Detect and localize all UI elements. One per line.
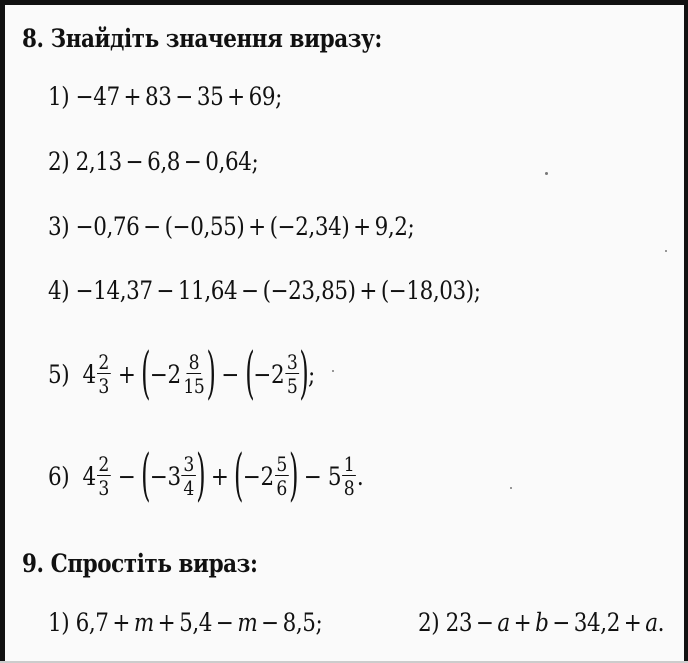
- frame-top-border: [0, 0, 688, 5]
- task9-item1-start: 1) 6,7 +: [48, 608, 134, 637]
- task9-item1-end: − 8,5;: [257, 608, 323, 637]
- item6-label: 6): [48, 461, 70, 491]
- item5-op2: −: [221, 359, 239, 389]
- item6-paren-close-2: ): [288, 443, 299, 508]
- item5-f3-numerator: 3: [286, 350, 298, 374]
- item5-fraction-2: [182, 352, 206, 396]
- item6-f2-denominator: 4: [183, 476, 194, 500]
- task8-item-4: 4) −14,37 − 11,64 − (−23,85) + (−18,03);: [48, 276, 481, 305]
- item6-fraction-4: [342, 454, 356, 498]
- task9-item1-var-m-2: m: [237, 608, 258, 637]
- task9-item2-mid1: +: [509, 608, 536, 637]
- item6-f4-numerator: 1: [343, 452, 355, 476]
- scan-speck: [665, 250, 667, 252]
- task9-item1-var-m-1: m: [133, 608, 154, 637]
- scan-speck: [510, 487, 512, 489]
- item6-sign3: −2: [242, 461, 274, 491]
- item5-f2-numerator: 8: [188, 350, 200, 374]
- item6-whole4: 5: [327, 461, 342, 491]
- item6-end: .: [356, 461, 364, 491]
- frame-right-border: [684, 0, 688, 663]
- item5-fraction-1: [97, 352, 111, 396]
- item6-f3-denominator: 6: [276, 476, 287, 500]
- item5-whole1: 4: [82, 359, 96, 389]
- task9-item2-var-a-1: a: [497, 608, 510, 637]
- item5-op1: +: [117, 359, 136, 389]
- item6-paren-close-1: ): [195, 443, 206, 508]
- item5-f2-denominator: 15: [183, 374, 205, 398]
- task9-item2-var-b: b: [535, 608, 549, 637]
- task9-item2-end: .: [657, 608, 665, 637]
- item6-whole1: 4: [82, 461, 96, 491]
- item5-end: ;: [308, 359, 315, 389]
- item6-op2: +: [210, 461, 229, 491]
- task8-item-2: 2) 2,13 − 6,8 − 0,64;: [48, 147, 259, 176]
- task8-item-1: 1) −47 + 83 − 35 + 69;: [48, 82, 282, 111]
- item6-op1: −: [117, 461, 136, 491]
- task9-item2-var-a-2: a: [645, 608, 658, 637]
- scan-speck: [332, 370, 334, 372]
- item6-f2-numerator: 3: [183, 452, 194, 476]
- item6-f3-numerator: 5: [276, 452, 287, 476]
- task9-item1-mid: + 5,4 −: [153, 608, 238, 637]
- item6-paren-open-1: (: [141, 443, 151, 508]
- item6-op3: −: [303, 461, 322, 491]
- task9-item-1: [48, 608, 322, 637]
- item5-paren-open-2: (: [244, 341, 255, 406]
- item6-f1-numerator: 2: [98, 452, 109, 476]
- task9-title: 9. Спростіть вираз:: [22, 549, 258, 578]
- item5-paren-open-1: (: [141, 341, 151, 406]
- task9-item2-start: 2) 23 −: [418, 608, 498, 637]
- task8-item-5: [48, 341, 315, 406]
- task8-item-3: 3) −0,76 − (−0,55) + (−2,34) + 9,2;: [48, 212, 415, 241]
- item6-f4-denominator: 8: [343, 476, 355, 500]
- item6-fraction-2: [182, 454, 196, 498]
- item6-fraction-3: [275, 454, 289, 498]
- task8-title: 8. Знайдіть значення виразу:: [22, 24, 382, 53]
- task9-item-2: [418, 608, 664, 637]
- item6-sign2: −3: [149, 461, 181, 491]
- item5-paren-close-2: ): [299, 341, 309, 406]
- item6-f1-denominator: 3: [98, 476, 109, 500]
- item5-fraction-3: [285, 352, 299, 396]
- task9-item2-mid2: − 34,2 +: [548, 608, 646, 637]
- frame-left-border: [0, 0, 5, 663]
- item6-fraction-1: [97, 454, 111, 498]
- task8-item-6: [48, 443, 364, 508]
- item6-paren-open-2: (: [234, 443, 244, 508]
- item5-label: 5): [48, 359, 70, 389]
- item5-f1-numerator: 2: [98, 350, 109, 374]
- item5-f3-denominator: 5: [286, 374, 298, 398]
- item5-sign3: −2: [253, 359, 285, 389]
- item5-paren-close-1: ): [206, 341, 216, 406]
- scan-speck: [545, 172, 548, 175]
- item5-f1-denominator: 3: [98, 374, 109, 398]
- item5-sign2: −2: [149, 359, 181, 389]
